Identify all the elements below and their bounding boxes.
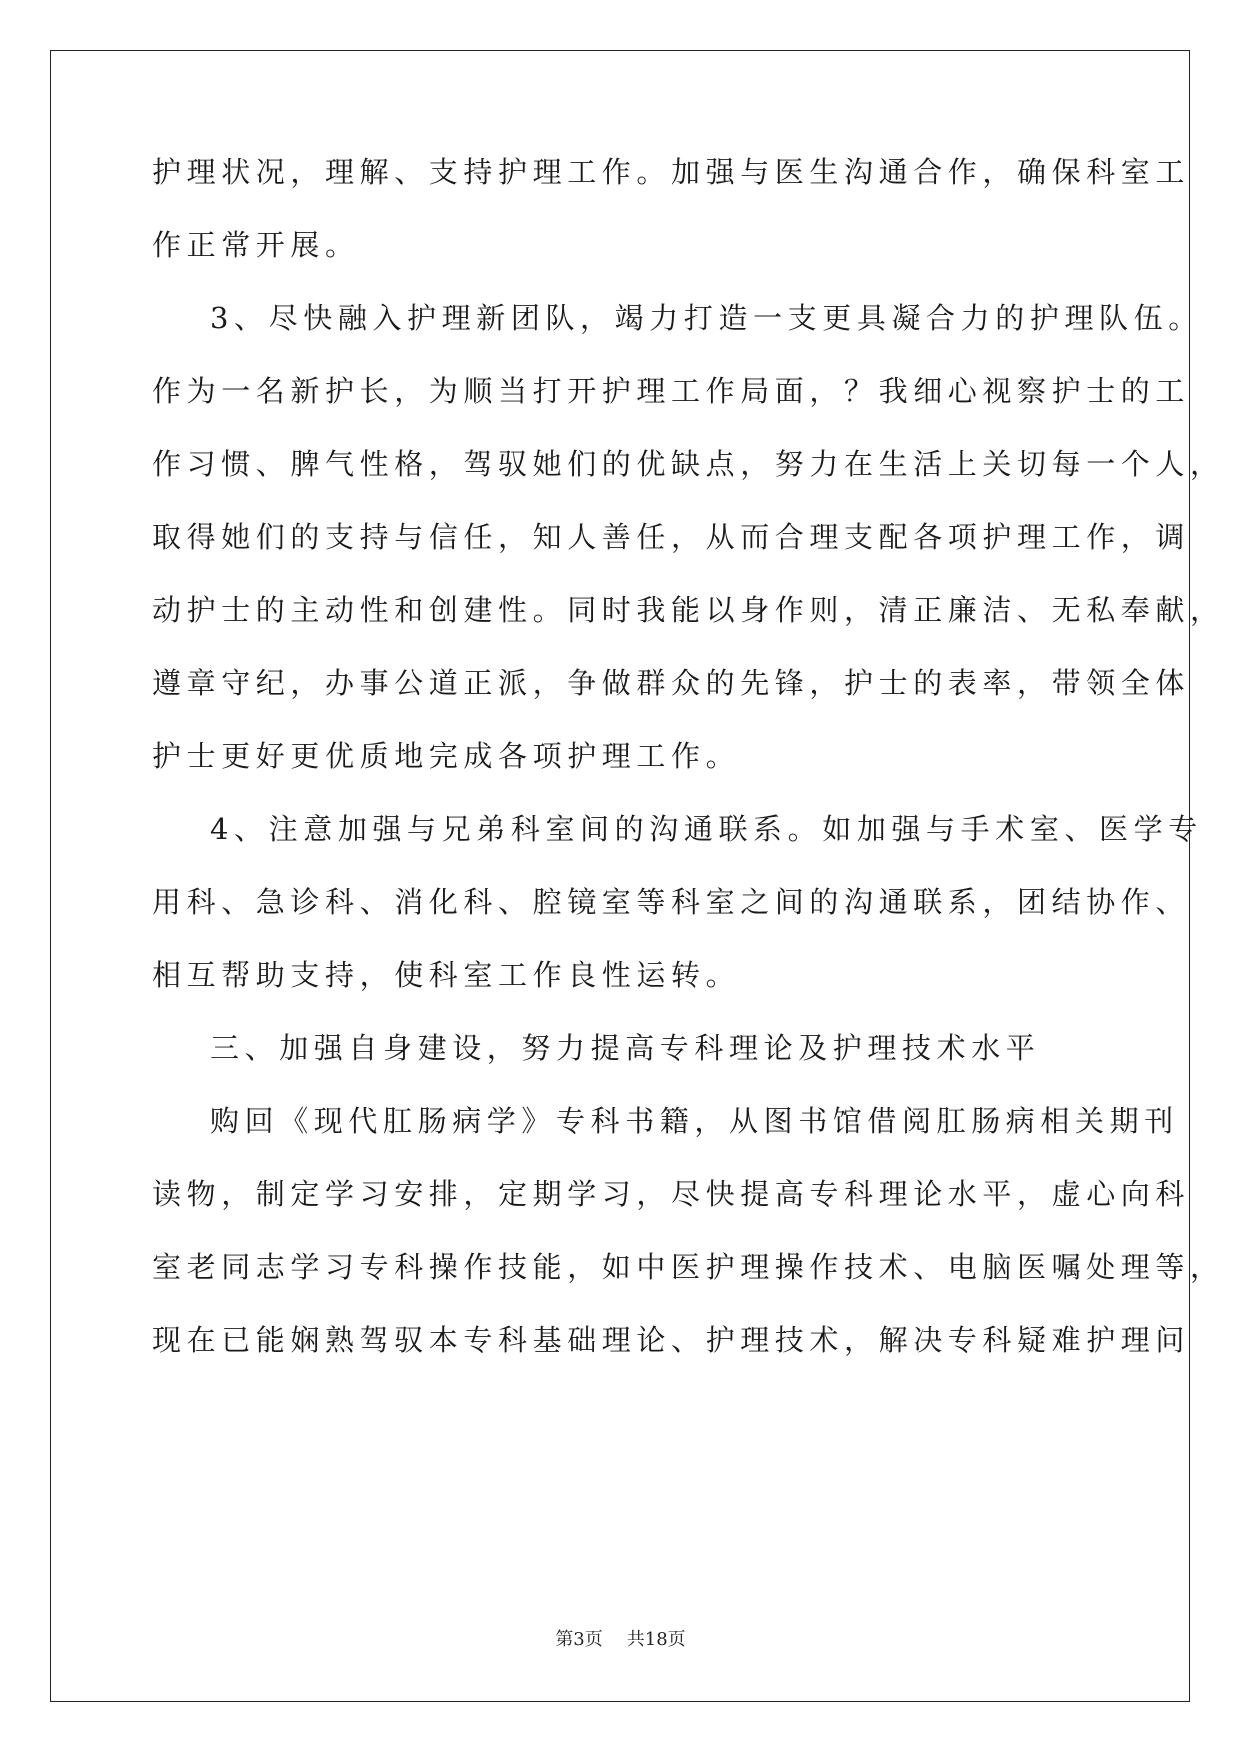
text-line: 现在已能娴熟驾驭本专科基础理论、护理技术，解决专科疑难护理问 <box>152 1323 1191 1357</box>
section-heading: 三、加强自身建设，努力提高专科理论及护理技术水平 <box>210 1031 1041 1065</box>
text-line: 室老同志学习专科操作技能，如中医护理操作技术、电脑医嘱处理等， <box>152 1250 1225 1284</box>
text-line: 读物，制定学习安排，定期学习，尽快提高专科理论水平，虚心向科 <box>152 1177 1191 1211</box>
text-line: 作习惯、脾气性格，驾驭她们的优缺点，努力在生活上关切每一个人， <box>152 447 1225 481</box>
text-line: 作正常开展。 <box>152 228 360 262</box>
text-line: 动护士的主动性和创建性。同时我能以身作则，清正廉洁、无私奉献， <box>152 593 1225 627</box>
text-line: 购回《现代肛肠病学》专科书籍，从图书馆借阅肛肠病相关期刊 <box>210 1104 1179 1138</box>
text-line: 4、注意加强与兄弟科室间的沟通联系。如加强与手术室、医学专 <box>210 812 1203 846</box>
text-line: 护理状况，理解、支持护理工作。加强与医生沟通合作，确保科室工 <box>152 155 1191 189</box>
text-line: 取得她们的支持与信任，知人善任，从而合理支配各项护理工作，调 <box>152 520 1191 554</box>
page-number: 第3页 <box>555 1629 603 1650</box>
text-line: 3、尽快融入护理新团队，竭力打造一支更具凝合力的护理队伍。 <box>210 301 1203 335</box>
page-total: 共18页 <box>626 1629 686 1650</box>
text-line: 作为一名新护长，为顺当打开护理工作局面，？我细心视察护士的工 <box>152 374 1191 408</box>
text-line: 相互帮助支持，使科室工作良性运转。 <box>152 958 741 992</box>
page-footer <box>0 1625 1241 1651</box>
text-line: 护士更好更优质地完成各项护理工作。 <box>152 739 741 773</box>
text-line: 遵章守纪，办事公道正派，争做群众的先锋，护士的表率，带领全体 <box>152 666 1191 700</box>
text-line: 用科、急诊科、消化科、腔镜室等科室之间的沟通联系，团结协作、 <box>152 885 1191 919</box>
